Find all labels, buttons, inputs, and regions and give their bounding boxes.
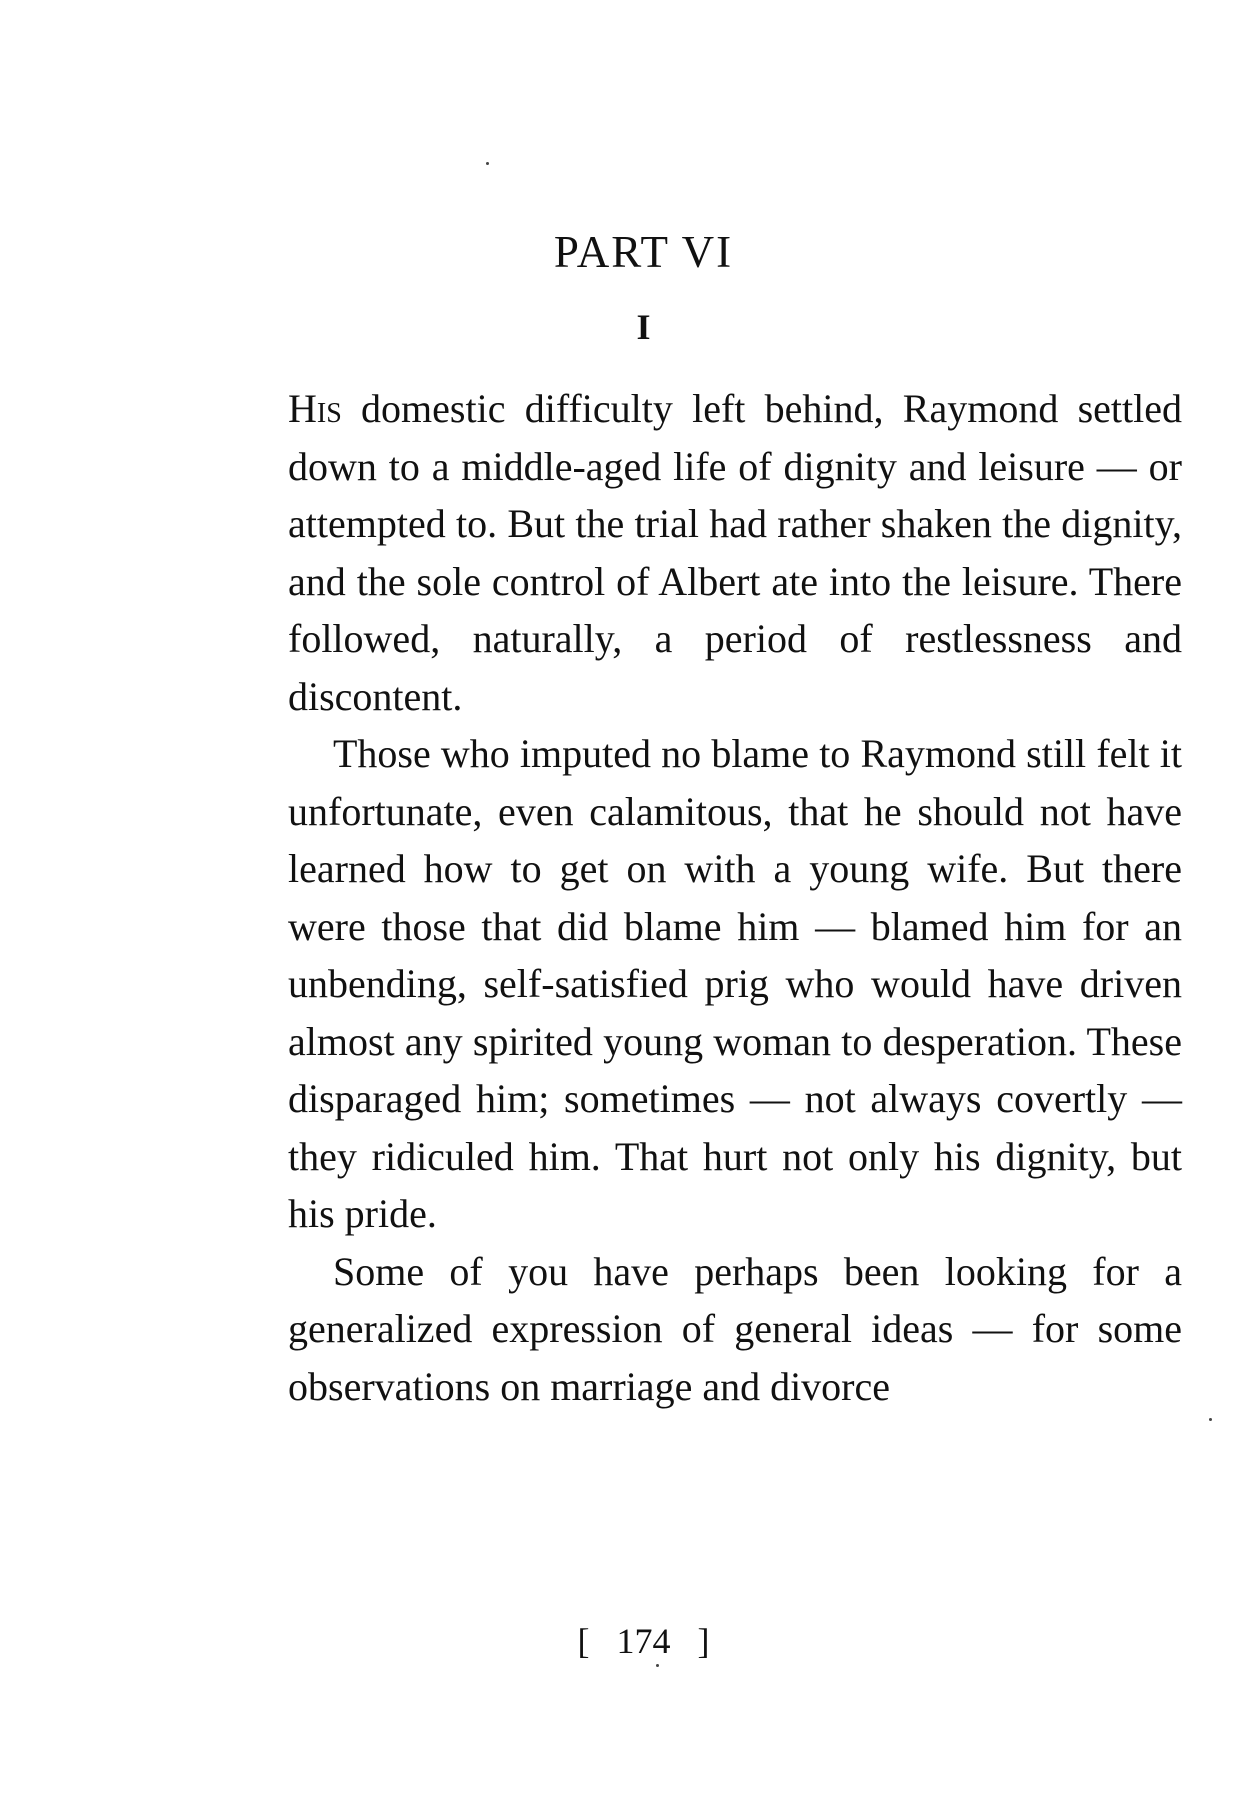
paper-speck	[656, 1664, 659, 1667]
page-number: [ 174 ]	[577, 1621, 710, 1661]
body-text	[288, 380, 1182, 1415]
paper-speck	[486, 162, 489, 165]
paragraph-text: domestic difficulty left behind, Raymond settled down to a middle-aged life of dignity and leisure — or attempted to. But the trial had rather shaken the dignity, and the sole control of Albert ate into the leisure. There followed, naturally, a period of restlessness and discontent.	[288, 386, 1182, 719]
paper-speck	[1209, 1418, 1212, 1421]
paragraph-3: Some of you have perhaps been looking for a generalized expression of general ideas — for some observations on marriage and divorce	[288, 1248, 1182, 1409]
chapter-number: I	[636, 307, 651, 347]
paragraph-lead-word: His	[288, 386, 342, 431]
part-title: PART VI	[553, 227, 734, 277]
paragraph-2: Those who imputed no blame to Raymond still felt it unfortunate, even calamitous, that he should not have learned how to get on with a young wife. But there were those that did blame him — blamed him for an unbending, self-satisfied prig who would have driven almost any spirited young woman to desperation. These disparaged him; sometimes — not always covertly — they ridiculed him. That hurt not only his dignity, but his pride.	[288, 731, 1182, 1236]
paragraph-1	[288, 380, 1182, 725]
